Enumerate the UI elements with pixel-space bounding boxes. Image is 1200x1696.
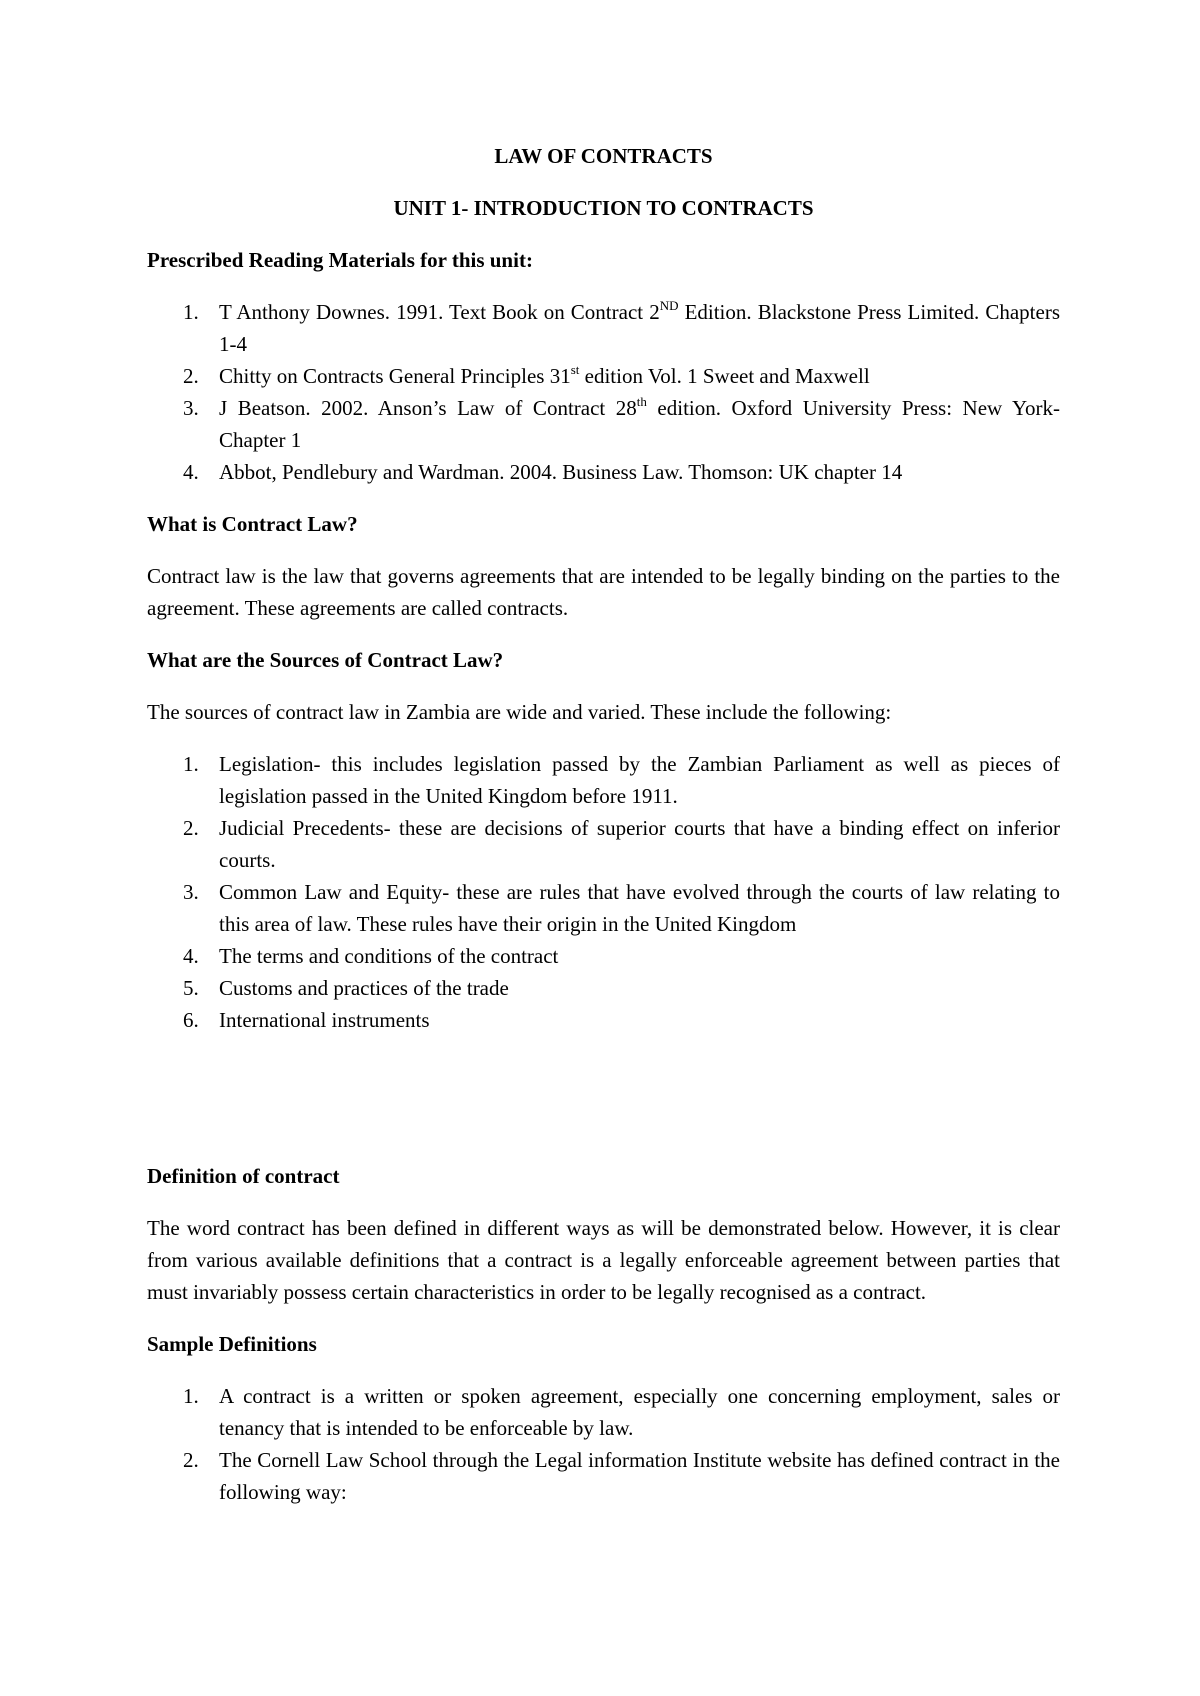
samples-list [147, 1380, 1060, 1508]
list-item: 1. T Anthony Downes. 1991. Text Book on Contract 2ND Edition. Blackstone Press Limited. Chapters 1-4 [183, 298, 1060, 356]
list-item: 6. International instruments [183, 1008, 430, 1032]
what-is-text: Contract law is the law that governs agreements that are intended to be legally binding on the parties to the agreement. These agreements are called contracts. [147, 564, 1060, 620]
list-item: 1. Legislation- this includes legislation passed by the Zambian Parliament as well as pieces of legislation passed in the United Kingdom before 1911. [183, 752, 1060, 808]
reading-list [147, 296, 1060, 488]
sources-list [147, 748, 1060, 1036]
document-title: LAW OF CONTRACTS [494, 144, 713, 168]
sources-heading: What are the Sources of Contract Law? [147, 648, 504, 672]
list-item: 2. The Cornell Law School through the Legal information Institute website has defined contract in the following way: [183, 1448, 1060, 1504]
list-item: 3. Common Law and Equity- these are rules that have evolved through the courts of law relating to this area of law. These rules have their origin in the United Kingdom [183, 880, 1060, 936]
definition-heading: Definition of contract [147, 1164, 340, 1188]
list-item: 4. The terms and conditions of the contract [183, 944, 559, 968]
list-item: 4. Abbot, Pendlebury and Wardman. 2004. Business Law. Thomson: UK chapter 14 [183, 460, 903, 484]
list-item: 1. A contract is a written or spoken agreement, especially one concerning employment, sales or tenancy that is intended to be enforceable by law. [183, 1384, 1060, 1440]
sources-intro: The sources of contract law in Zambia are wide and varied. These include the following: [147, 700, 892, 724]
definition-text: The word contract has been defined in different ways as will be demonstrated below. However, it is clear from various available definitions that a contract is a legally enforceable agreement between parties that must invariably possess certain characteristics in order to be legally recognised as a contract. [147, 1216, 1060, 1304]
unit-title: UNIT 1- INTRODUCTION TO CONTRACTS [393, 196, 814, 220]
list-item: 2. Chitty on Contracts General Principles 31st edition Vol. 1 Sweet and Maxwell [183, 362, 870, 388]
what-is-heading: What is Contract Law? [147, 512, 358, 536]
list-item: 2. Judicial Precedents- these are decisions of superior courts that have a binding effect on inferior courts. [183, 816, 1060, 872]
list-item: 3. J Beatson. 2002. Anson’s Law of Contract 28th edition. Oxford University Press: New York- Chapter 1 [183, 394, 1060, 452]
list-item: 5. Customs and practices of the trade [183, 976, 509, 1000]
samples-heading: Sample Definitions [147, 1332, 317, 1356]
reading-heading: Prescribed Reading Materials for this unit: [147, 248, 533, 272]
